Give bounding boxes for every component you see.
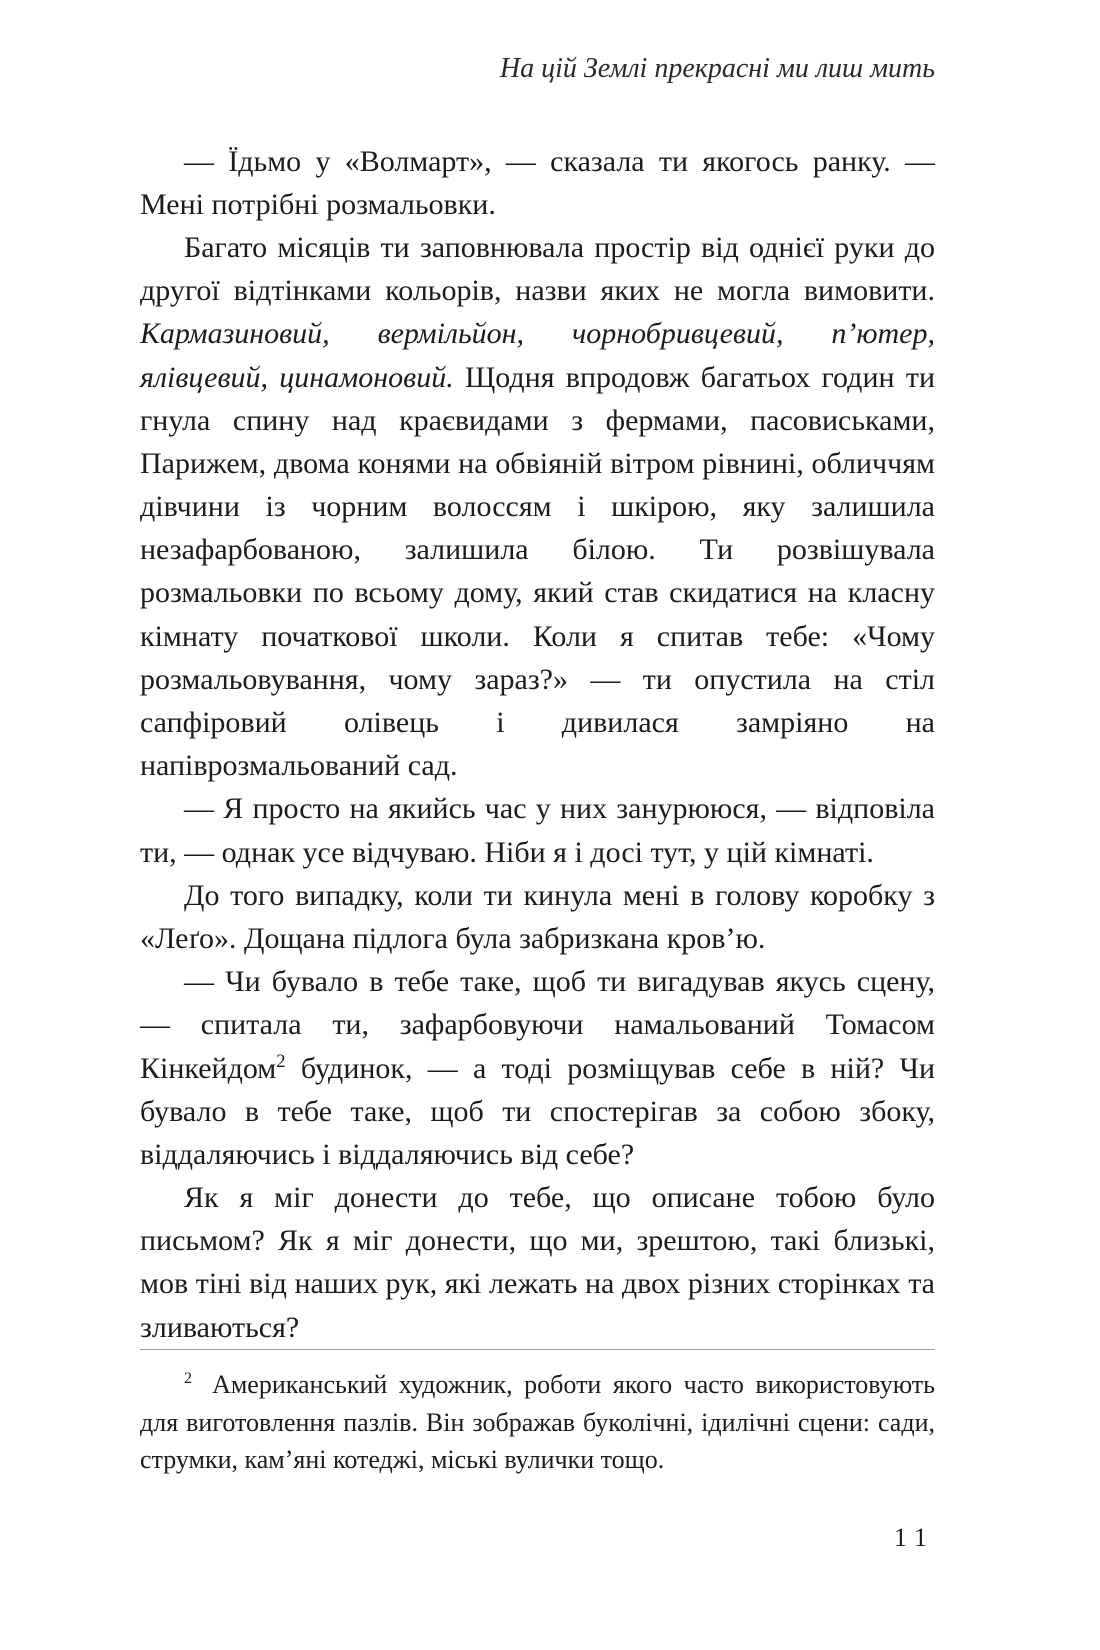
paragraph-text: Щодня впродовж багатьох годин ти гнула спину над краєвидами з фермами, пасовиськами, Парижем, двома конями на обвіяній вітром рівнині, обличчям дівчини із чорним волоссям і шкірою, яку залишила незафарбованою, залишила білою. Ти розвішувала розмальовки по всьому дому, який став скидатися на класну кімнату початкової школи. Коли я спитав тебе: «Чому розмальовування, чому зараз?» — ти опустила на стіл сапфіровий олівець і дивилася замріяно на напіврозмальований сад.	[140, 360, 935, 783]
paragraph	[140, 226, 935, 787]
page-number: 11	[893, 1522, 935, 1552]
paragraph-text: Як я міг донести до тебе, що описане тобою було письмом? Як я міг донести, що ми, зрештою, такі близькі, мов тіні від наших рук, які лежать на двох різних сторінках та зливаються?	[140, 1181, 935, 1344]
paragraph	[140, 960, 935, 1176]
paragraph-text: — Чи бувало в тебе таке, щоб ти вигадував якусь сцену, — спитала ти, зафарбовуючи намальований Томасом Кінкейдом	[140, 965, 935, 1085]
running-title: На цій Землі прекрасні ми лиш мить	[499, 53, 935, 84]
footnote-reference: 2	[276, 1050, 286, 1072]
footnote-marker: 2	[184, 1370, 193, 1388]
paragraph	[140, 874, 935, 960]
paragraph	[140, 1176, 935, 1349]
paragraph-text: — Я просто на якийсь час у них занурююся, — відповіла ти, — однак усе відчуваю. Ніби я і досі тут, у цій кімнаті.	[140, 792, 935, 869]
footnote-divider	[140, 1349, 935, 1350]
footnote-text: Американський художник, роботи якого часто використовують для виготовлення пазлів. Він зображав буколічні, ідилічні сцени: сади, струмки, кам’яні котеджі, міські вулички тощо.	[140, 1369, 935, 1475]
paragraph	[140, 787, 935, 873]
paragraph-text: — Їдьмо у «Волмарт», — сказала ти якогось ранку. — Мені потрібні розмальовки.	[140, 144, 935, 221]
paragraph-italic-text: Кармазиновий, вермільйон, чорнобривцевий, п’ютер, ялівцевий, цинамоновий.	[140, 317, 935, 394]
paragraph-text: До того випадку, коли ти кинула мені в голову коробку з «Леґо». Дощана підлога була забризкана кров’ю.	[140, 878, 935, 955]
footnote	[140, 1366, 935, 1479]
paragraph-text: будинок, — а тоді розміщував себе в ній? Чи бувало в тебе таке, щоб ти спостерігав за собою збоку, віддаляючись і віддаляючись від себе?	[140, 1051, 935, 1171]
footnote-area	[140, 1349, 935, 1479]
paragraph	[140, 140, 935, 226]
body-text	[140, 140, 935, 1349]
paragraph-text: Багато місяців ти заповнювала простір від однієї руки до другої відтінками кольорів, назви яких не могла вимовити.	[140, 230, 935, 308]
